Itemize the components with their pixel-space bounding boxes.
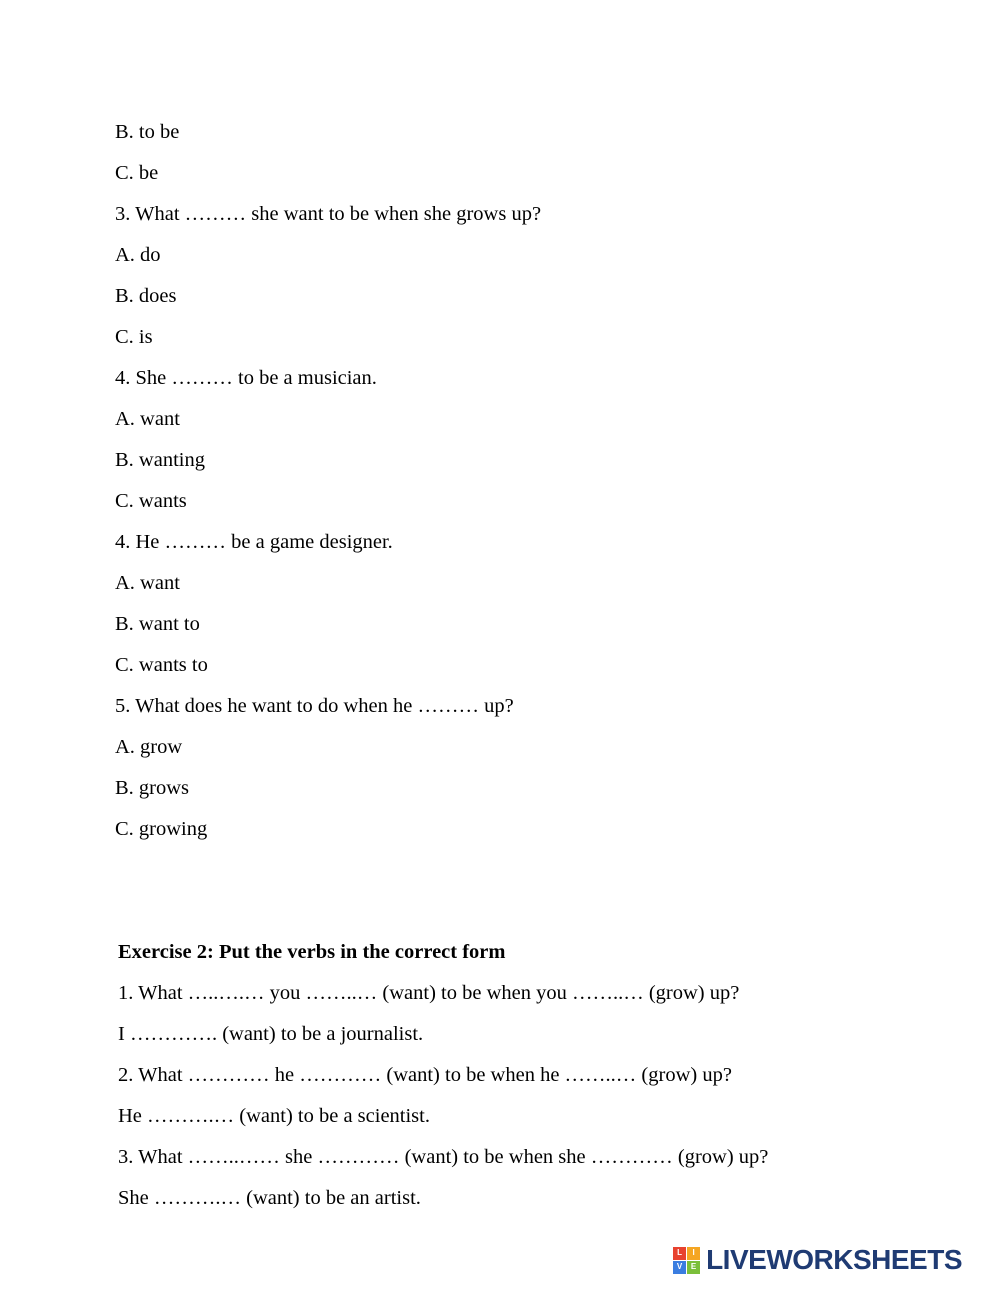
question-line: C. growing: [115, 818, 208, 840]
question-line: C. be: [115, 162, 159, 184]
question-line: A. want: [115, 572, 180, 594]
question-line: B. does: [115, 285, 177, 307]
liveworksheets-logo-icon: [673, 1247, 700, 1274]
logo-letter-v: V: [673, 1261, 686, 1274]
question-line: 4. She ……… to be a musician.: [115, 367, 377, 389]
exercise-2-line: 3. What ……..…… she ………… (want) to be when she ………… (grow) up?: [118, 1146, 769, 1168]
exercise-2-line: 2. What ………… he ………… (want) to be when he ……..… (grow) up?: [118, 1064, 732, 1086]
section-spacer: [115, 850, 915, 891]
question-line: A. do: [115, 244, 161, 266]
question-line: B. grows: [115, 777, 190, 799]
exercise-2-line: I …………. (want) to be a journalist.: [118, 1023, 424, 1045]
question-line: B. to be: [115, 121, 180, 143]
exercise-2-line: He ……….… (want) to be a scientist.: [118, 1105, 430, 1127]
liveworksheets-logo[interactable]: [673, 1244, 962, 1276]
worksheet-content: [115, 112, 915, 1219]
exercise-2-section: [115, 932, 915, 1219]
question-line: 5. What does he want to do when he ……… up?: [115, 695, 514, 717]
exercise-2-heading: Exercise 2: Put the verbs in the correct form: [118, 941, 506, 963]
question-line: C. wants to: [115, 654, 208, 676]
logo-letter-l: L: [673, 1247, 686, 1260]
question-line: B. wanting: [115, 449, 205, 471]
question-line: C. is: [115, 326, 153, 348]
question-line: A. want: [115, 408, 180, 430]
logo-letter-e: E: [687, 1261, 700, 1274]
liveworksheets-brand-text: LIVEWORKSHEETS: [706, 1244, 962, 1275]
question-line: A. grow: [115, 736, 183, 758]
question-line: 3. What ……… she want to be when she grows up?: [115, 203, 542, 225]
question-line: C. wants: [115, 490, 187, 512]
exercise-2-line: She ……….… (want) to be an artist.: [118, 1187, 421, 1209]
question-line: B. want to: [115, 613, 200, 635]
question-line: 4. He ……… be a game designer.: [115, 531, 393, 553]
exercise-2-line: 1. What …..….… you ……..… (want) to be when you ……..… (grow) up?: [118, 982, 740, 1004]
logo-letter-i: I: [687, 1247, 700, 1260]
